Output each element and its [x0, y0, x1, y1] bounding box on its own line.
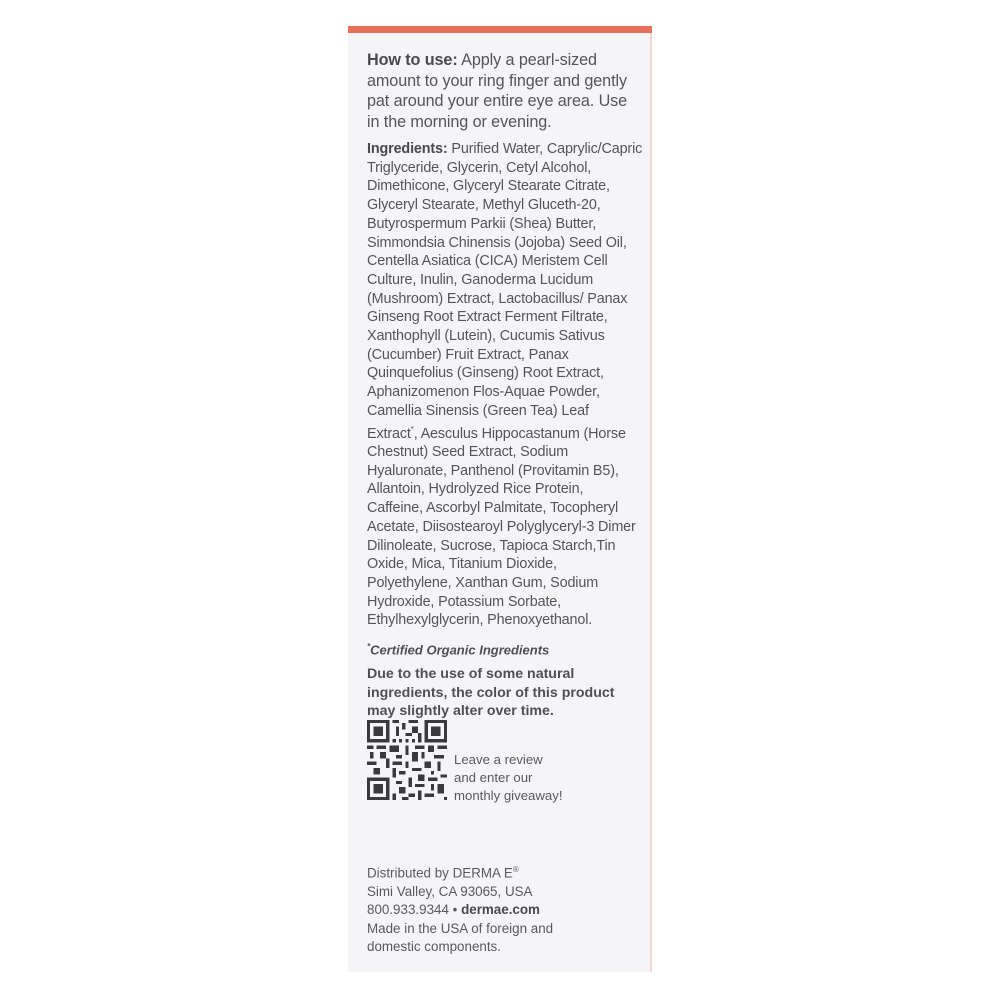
registered-mark: ®: [512, 865, 519, 874]
qr-code-icon[interactable]: [367, 720, 447, 800]
certified-text: Certified Organic Ingredients: [370, 642, 550, 658]
review-line-2: and enter our: [454, 770, 533, 785]
product-label-panel: [348, 26, 652, 972]
certified-organic-note: [367, 638, 643, 659]
review-line-3: monthly giveaway!: [454, 788, 563, 803]
made-in-line-1: Made in the USA of foreign and: [367, 920, 554, 936]
organic-asterisk: *: [410, 424, 414, 434]
label-content: [367, 50, 643, 721]
review-section: [367, 720, 643, 810]
website-link[interactable]: dermae.com: [461, 902, 540, 918]
ingredients-section: [367, 140, 643, 630]
ingredients-text-part2: , Aesculus Hippocastanum (Horse Chestnut) Seed Extract, Sodium Hyaluronate, Panthenol (Provitamin B5), Allantoin, Hydrolyzed Rice Protein, Caffeine, Ascorbyl Palmitate, Tocopheryl Acetate, Diisostearoyl Polyglyceryl-3 Dimer Dilinoleate, Sucrose, Tapioca Starch,Tin Oxide, Mica, Titanium Dioxide, Polyethylene, Xanthan Gum, Sodium Hydroxide, Potassium Sorbate, Ethylhexylglycerin, Phenoxyethanol.: [367, 425, 636, 629]
bullet-separator: •: [448, 902, 462, 918]
made-in-line-2: domestic components.: [367, 939, 501, 955]
distributed-by-text: Distributed by DERMA E: [367, 865, 513, 881]
distributed-by-line: [367, 861, 643, 883]
color-change-note: Due to the use of some natural ingredients, the color of this product may slightly alter over time.: [367, 666, 615, 720]
ingredients-text-part1: Purified Water, Caprylic/Capric Triglyceride, Glycerin, Cetyl Alcohol, Dimethicone, Glyceryl Stearate Citrate, Glyceryl Stearate, Methyl Gluceth-20, Butyrospermum Parkii (Shea) Butter, Simmondsia Chinensis (Jojoba) Seed Oil, Centella Asiatica (CICA) Meristem Cell Culture, Inulin, Ganoderma Lucidum (Mushroom) Extract, Lactobacillus/ Panax Ginseng Root Extract Ferment Filtrate, Xanthophyll (Lutein), Cucumis Sativus (Cucumber) Fruit Extract, Panax Quinquefolius (Ginseng) Root Extract, Aphanizomenon Flos-Aquae Powder, Camellia Sinensis (Green Tea) Leaf Extract: [367, 141, 643, 442]
address-line: Simi Valley, CA 93065, USA: [367, 883, 533, 899]
how-to-use-text: Apply a pearl-sized amount to your ring finger and gently pat around your entire eye area. Use in the morning or evening.: [367, 51, 628, 131]
review-line-1: Leave a review: [454, 752, 543, 767]
review-text: [454, 751, 604, 805]
how-to-use-section: [367, 50, 643, 132]
how-to-use-label: How to use:: [367, 51, 458, 69]
certified-asterisk: *: [367, 642, 371, 652]
distributor-footer: [367, 861, 643, 957]
accent-top-bar: [348, 26, 652, 33]
phone-number: 800.933.9344: [367, 902, 449, 918]
contact-line: [367, 901, 643, 919]
panel-right-edge: [650, 33, 652, 972]
ingredients-label: Ingredients:: [367, 141, 448, 157]
